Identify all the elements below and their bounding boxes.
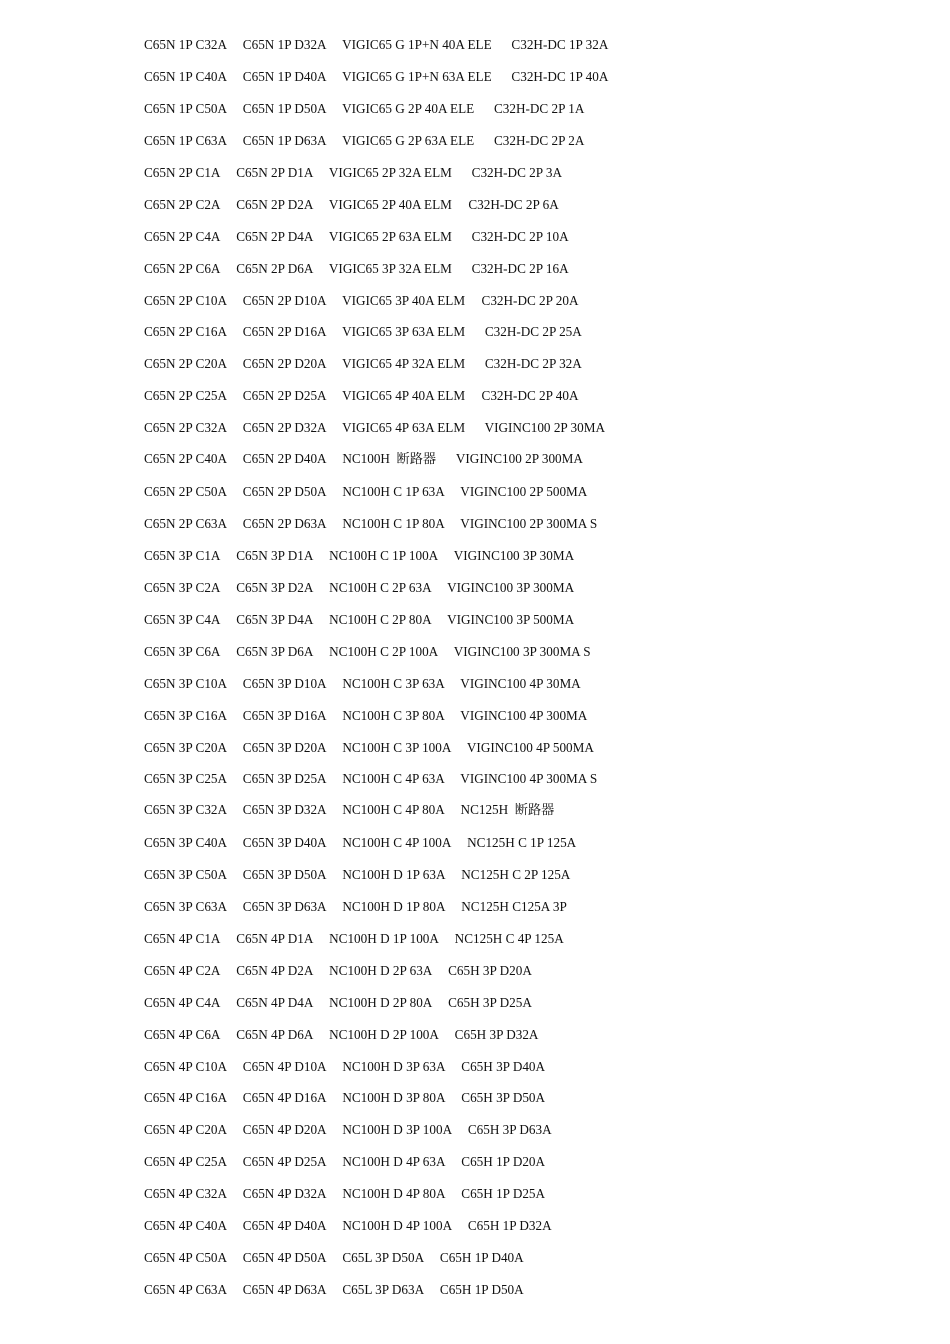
text-line: C65N 1P C50A C65N 1P D50A VIGIC65 G 2P 40A ELE C32H-DC 2P 1A (144, 101, 585, 116)
text-line: C65N 3P C16A C65N 3P D16A NC100H C 3P 80A VIGINC100 4P 300MA (144, 708, 588, 723)
text-line: C65N 1P C40A C65N 1P D40A VIGIC65 G 1P+N 63A ELE C32H-DC 1P 40A (144, 69, 609, 84)
text-line: C65N 2P C6A C65N 2P D6A VIGIC65 3P 32A ELM C32H-DC 2P 16A (144, 261, 569, 276)
text-line: C65N 1P C63A C65N 1P D63A VIGIC65 G 2P 63A ELE C32H-DC 2P 2A (144, 133, 585, 148)
text-line: C65N 4P C16A C65N 4P D16A NC100H D 3P 80A C65H 3P D50A (144, 1090, 546, 1105)
text-line: C65N 4P C20A C65N 4P D20A NC100H D 3P 100A C65H 3P D63A (144, 1122, 552, 1137)
text-line: C65N 4P C25A C65N 4P D25A NC100H D 4P 63A C65H 1P D20A (144, 1154, 546, 1169)
text-line: C65N 2P C2A C65N 2P D2A VIGIC65 2P 40A ELM C32H-DC 2P 6A (144, 197, 559, 212)
text-line: C65N 3P C25A C65N 3P D25A NC100H C 4P 63A VIGINC100 4P 300MA S (144, 771, 598, 786)
text-line: C65N 4P C4A C65N 4P D4A NC100H D 2P 80A C65H 3P D25A (144, 995, 532, 1010)
text-line: C65N 3P C63A C65N 3P D63A NC100H D 1P 80A NC125H C125A 3P (144, 899, 567, 914)
text-line: C65N 3P C20A C65N 3P D20A NC100H C 3P 100A VIGINC100 4P 500MA (144, 740, 594, 755)
text-line: C65N 3P C1A C65N 3P D1A NC100H C 1P 100A VIGINC100 3P 30MA (144, 548, 575, 563)
text-line: C65N 4P C40A C65N 4P D40A NC100H D 4P 100A C65H 1P D32A (144, 1218, 552, 1233)
text-line: C65N 4P C50A C65N 4P D50A C65L 3P D50A C65H 1P D40A (144, 1250, 524, 1265)
text-line: C65N 3P C32A C65N 3P D32A NC100H C 4P 80A NC125H 断路器 (144, 802, 555, 817)
text-line: C65N 4P C10A C65N 4P D10A NC100H D 3P 63A C65H 3P D40A (144, 1059, 546, 1074)
text-line: C65N 3P C4A C65N 3P D4A NC100H C 2P 80A VIGINC100 3P 500MA (144, 612, 575, 627)
text-line: C65N 4P C2A C65N 4P D2A NC100H D 2P 63A C65H 3P D20A (144, 963, 532, 978)
text-line: C65N 3P C10A C65N 3P D10A NC100H C 3P 63A VIGINC100 4P 30MA (144, 676, 581, 691)
text-line: C65N 2P C1A C65N 2P D1A VIGIC65 2P 32A ELM C32H-DC 2P 3A (144, 165, 563, 180)
text-line: C65N 2P C50A C65N 2P D50A NC100H C 1P 63A VIGINC100 2P 500MA (144, 484, 588, 499)
text-line: C65N 3P C2A C65N 3P D2A NC100H C 2P 63A VIGINC100 3P 300MA (144, 580, 575, 595)
text-line: C65N 3P C50A C65N 3P D50A NC100H D 1P 63A NC125H C 2P 125A (144, 867, 571, 882)
text-line: C65N 2P C16A C65N 2P D16A VIGIC65 3P 63A ELM C32H-DC 2P 25A (144, 324, 582, 339)
text-line: C65N 3P C40A C65N 3P D40A NC100H C 4P 100A NC125H C 1P 125A (144, 835, 577, 850)
text-line: C65N 2P C4A C65N 2P D4A VIGIC65 2P 63A ELM C32H-DC 2P 10A (144, 229, 569, 244)
text-line: C65N 4P C32A C65N 4P D32A NC100H D 4P 80A C65H 1P D25A (144, 1186, 546, 1201)
text-line: C65N 2P C32A C65N 2P D32A VIGIC65 4P 63A ELM VIGINC100 2P 30MA (144, 420, 605, 435)
text-line: C65N 4P C1A C65N 4P D1A NC100H D 1P 100A NC125H C 4P 125A (144, 931, 564, 946)
text-line: C65N 4P C63A C65N 4P D63A C65L 3P D63A C65H 1P D50A (144, 1282, 524, 1297)
text-line: C65N 2P C25A C65N 2P D25A VIGIC65 4P 40A ELM C32H-DC 2P 40A (144, 388, 579, 403)
text-line: C65N 2P C10A C65N 2P D10A VIGIC65 3P 40A ELM C32H-DC 2P 20A (144, 293, 579, 308)
text-line: C65N 2P C63A C65N 2P D63A NC100H C 1P 80A VIGINC100 2P 300MA S (144, 516, 598, 531)
text-line: C65N 2P C40A C65N 2P D40A NC100H 断路器 VIGINC100 2P 300MA (144, 451, 583, 466)
text-line: C65N 4P C6A C65N 4P D6A NC100H D 2P 100A C65H 3P D32A (144, 1027, 539, 1042)
text-line: C65N 2P C20A C65N 2P D20A VIGIC65 4P 32A ELM C32H-DC 2P 32A (144, 356, 582, 371)
text-line: C65N 3P C6A C65N 3P D6A NC100H C 2P 100A VIGINC100 3P 300MA S (144, 644, 591, 659)
text-line: C65N 1P C32A C65N 1P D32A VIGIC65 G 1P+N 40A ELE C32H-DC 1P 32A (144, 37, 609, 52)
